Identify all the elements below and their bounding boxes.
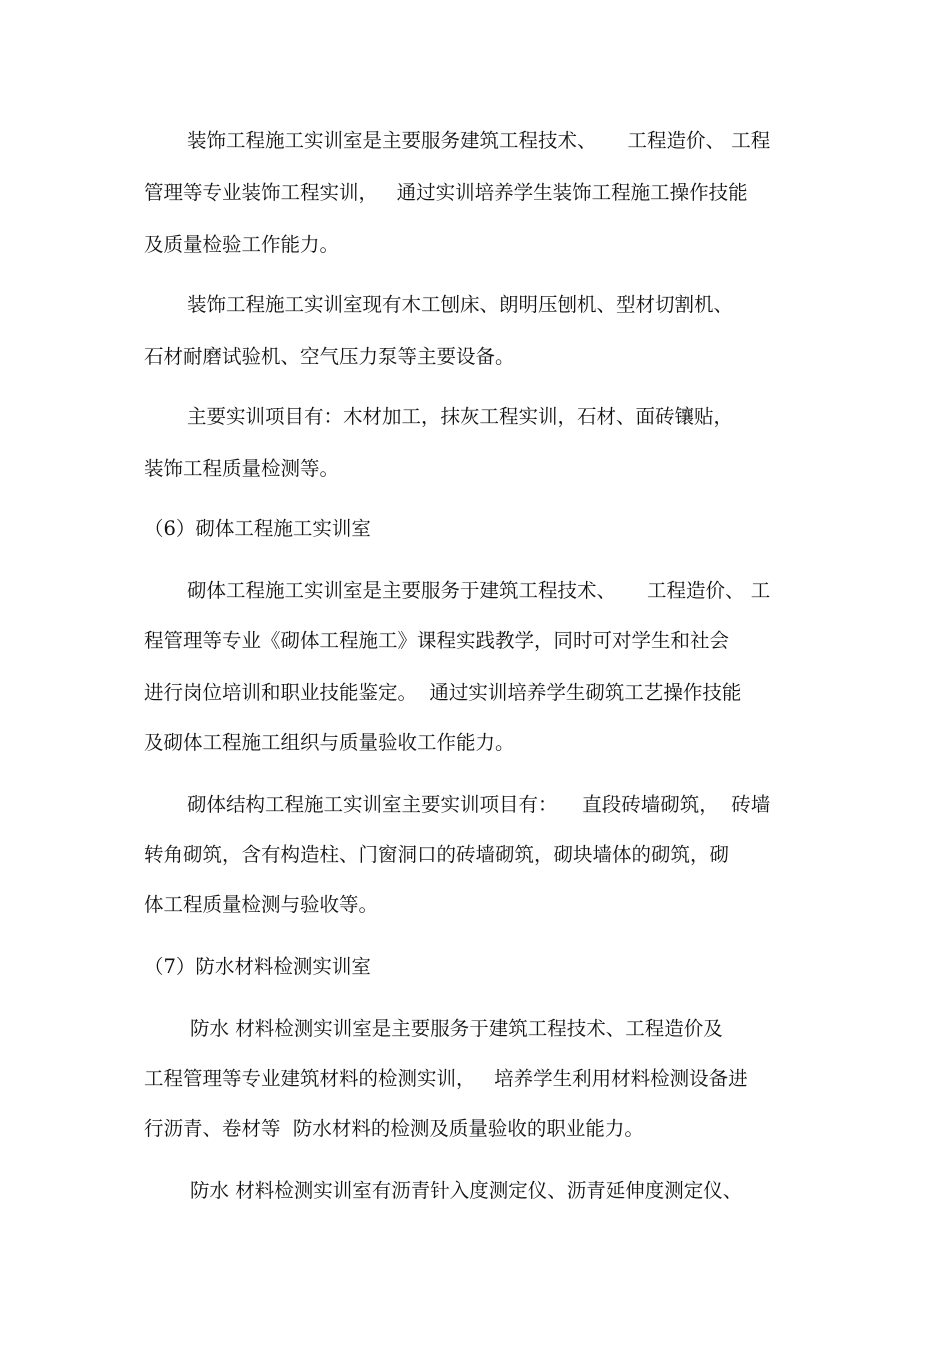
paragraph-1-line-3: 及质量检验工作能力。 [144, 233, 340, 256]
section-heading-7: （7）防水材料检测实训室 [144, 955, 371, 978]
paragraph-4-line-2: 程管理等专业《砌体工程施工》课程实践教学，同时可对学生和社会 [144, 629, 730, 652]
paragraph-5-line-1: 砌体结构工程施工实训室主要实训项目有： 直段砖墙砌筑， 砖墙 [187, 793, 771, 816]
paragraph-1-line-1: 装饰工程施工实训室是主要服务建筑工程技术、 工程造价、 工程 [187, 129, 771, 152]
paragraph-6-line-1: 防水 材料检测实训室是主要服务于建筑工程技术、工程造价及 [190, 1017, 723, 1040]
paragraph-4-line-3: 进行岗位培训和职业技能鉴定。 通过实训培养学生砌筑工艺操作技能 [144, 681, 742, 704]
paragraph-5-line-2: 转角砌筑，含有构造柱、门窗洞口的砖墙砌筑，砌块墙体的砌筑，砌 [144, 843, 730, 866]
paragraph-3-line-1: 主要实训项目有：木材加工，抹灰工程实训，石材、面砖镶贴， [187, 405, 734, 428]
paragraph-6-line-2: 工程管理等专业建筑材料的检测实训， 培养学生利用材料检测设备进 [144, 1067, 748, 1090]
paragraph-7-line-1: 防水 材料检测实训室有沥青针入度测定仪、沥青延伸度测定仪、 [190, 1179, 743, 1202]
paragraph-2-line-1: 装饰工程施工实训室现有木工刨床、朗明压刨机、型材切割机、 [187, 293, 734, 316]
paragraph-5-line-3: 体工程质量检测与验收等。 [144, 893, 379, 916]
paragraph-4-line-4: 及砌体工程施工组织与质量验收工作能力。 [144, 731, 515, 754]
paragraph-2-line-2: 石材耐磨试验机、空气压力泵等主要设备。 [144, 345, 515, 368]
paragraph-4-line-1: 砌体工程施工实训室是主要服务于建筑工程技术、 工程造价、 工 [187, 579, 771, 602]
paragraph-6-line-3: 行沥青、卷材等 防水材料的检测及质量验收的职业能力。 [144, 1117, 644, 1140]
section-heading-6: （6）砌体工程施工实训室 [144, 517, 371, 540]
paragraph-3-line-2: 装饰工程质量检测等。 [144, 457, 340, 480]
paragraph-1-line-2: 管理等专业装饰工程实训， 通过实训培养学生装饰工程施工操作技能 [144, 181, 748, 204]
